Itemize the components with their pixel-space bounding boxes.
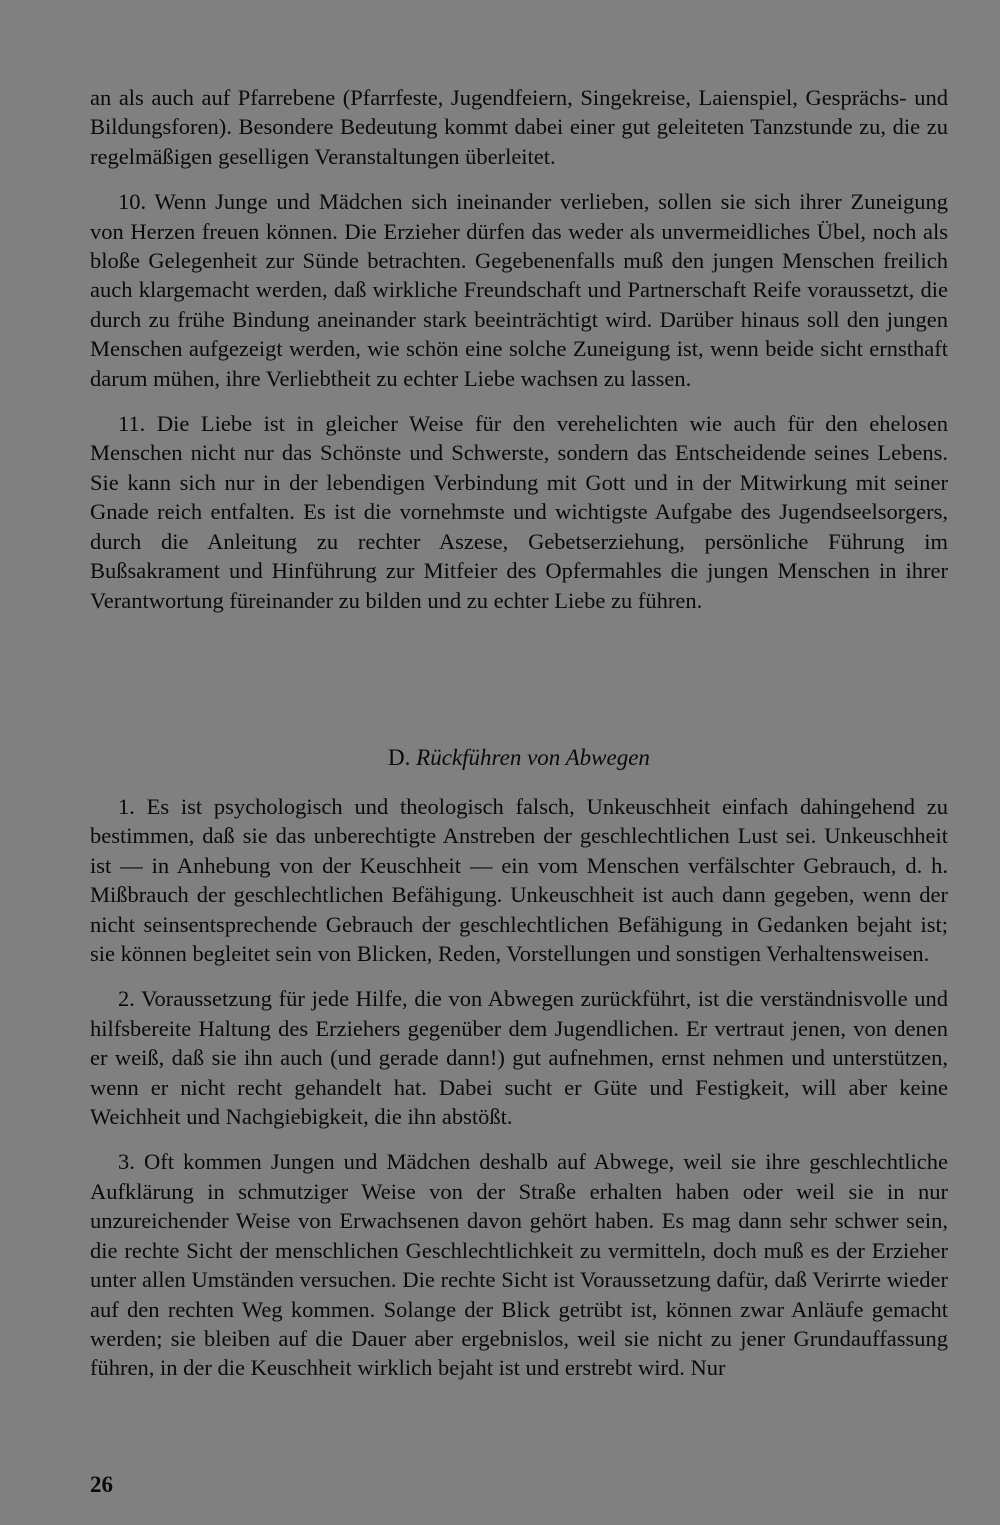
text-block-top: [90, 83, 948, 615]
section-letter: D.: [388, 745, 411, 770]
paragraph-2: 2. Voraussetzung für jede Hilfe, die von Abwegen zurückführt, ist die verständnisvolle und hilfsbereite Haltung des Erziehers gegenüber dem Jugendlichen. Er vertraut jenen, von denen er weiß, daß sie ihn auch (und gerade dann!) gut aufnehmen, ernst nehmen und unterstützen, wenn er nicht recht gehandelt hat. Dabei sucht er Güte und Festigkeit, will aber keine Weichheit und Nachgiebigkeit, die ihn abstößt.: [90, 986, 948, 1130]
paragraph-1: 1. Es ist psychologisch und theologisch falsch, Unkeuschheit einfach dahingehend zu bestimmen, daß sie das unberechtigte Anstreben der geschlechtlichen Lust sei. Unkeuschheit ist — in Anhebung von der Keuschheit — ein vom Menschen verfälschter Gebrauch, d. h. Mißbrauch der geschlechtlichen Befähigung. Unkeuschheit ist auch dann gegeben, wenn der nicht seinsentsprechende Gebrauch der geschlechtlichen Befähigung in Gedanken bejaht ist; sie können begleitet sein von Blicken, Reden, Vorstellungen und sonstigen Verhaltensweisen.: [90, 794, 948, 967]
paragraph-continuation: an als auch auf Pfarrebene (Pfarrfeste, Jugendfeiern, Singekreise, Laienspiel, Gesprächs- und Bildungsforen). Besondere Bedeutung kommt dabei einer gut geleiteten Tanzstunde zu, die zu regelmäßigen geselligen Veranstaltungen überleitet.: [90, 85, 948, 169]
paragraph-11: 11. Die Liebe ist in gleicher Weise für den verehelichten wie auch für den ehelosen Menschen nicht nur das Schönste und Schwerste, sondern das Entscheidende seines Lebens. Sie kann sich nur in der lebendigen Verbindung mit Gott und in der Mitwirkung mit seiner Gnade reich entfalten. Es ist die vornehmste und wichtigste Aufgabe des Jugendseelsorgers, durch die Anleitung zu rechter Aszese, Gebetserziehung, persönliche Führung im Bußsakrament und Hinführung zur Mitfeier des Opfermahles die jungen Menschen in ihrer Verantwortung füreinander zu bilden und zu echter Liebe zu führen.: [90, 411, 948, 613]
section-title: Rückführen von Abwegen: [416, 745, 650, 770]
text-block-bottom: [90, 792, 948, 1383]
section-heading: [90, 743, 948, 773]
paragraph-10: 10. Wenn Junge und Mädchen sich ineinander verlieben, sollen sie sich ihrer Zuneigung von Herzen freuen können. Die Erzieher dürfen das weder als unvermeidliches Übel, noch als bloße Gelegenheit zur Sünde betrachten. Gegebenenfalls muß den jungen Menschen freilich auch klargemacht werden, daß wirkliche Freundschaft und Partnerschaft Reife voraussetzt, die durch zu frühe Bindung aneinander stark beeinträchtigt wird. Darüber hinaus soll den jungen Menschen aufgezeigt werden, wie schön eine solche Zuneigung ist, wenn beide sicht ernsthaft darum mühen, ihre Verliebtheit zu echter Liebe wachsen zu lassen.: [90, 189, 948, 391]
page-number: 26: [90, 1472, 113, 1497]
paragraph-3: 3. Oft kommen Jungen und Mädchen deshalb auf Abwege, weil sie ihre geschlechtliche Aufklärung in schmutziger Weise von der Straße erhalten haben oder weil sie in nur unzureichender Weise von Erwachsenen davon gehört haben. Es mag dann sehr schwer sein, die rechte Sicht der menschlichen Geschlechtlichkeit zu vermitteln, doch muß es der Erzieher unter allen Umständen versuchen. Die rechte Sicht ist Voraussetzung dafür, daß Verirrte wieder auf den rechten Weg kommen. Solange der Blick getrübt ist, können zwar Anläufe gemacht werden; sie bleiben auf die Dauer aber ergebnislos, weil sie nicht zu jener Grundauffassung führen, in der die Keuschheit wirklich bejaht ist und erstrebt wird. Nur: [90, 1149, 948, 1381]
